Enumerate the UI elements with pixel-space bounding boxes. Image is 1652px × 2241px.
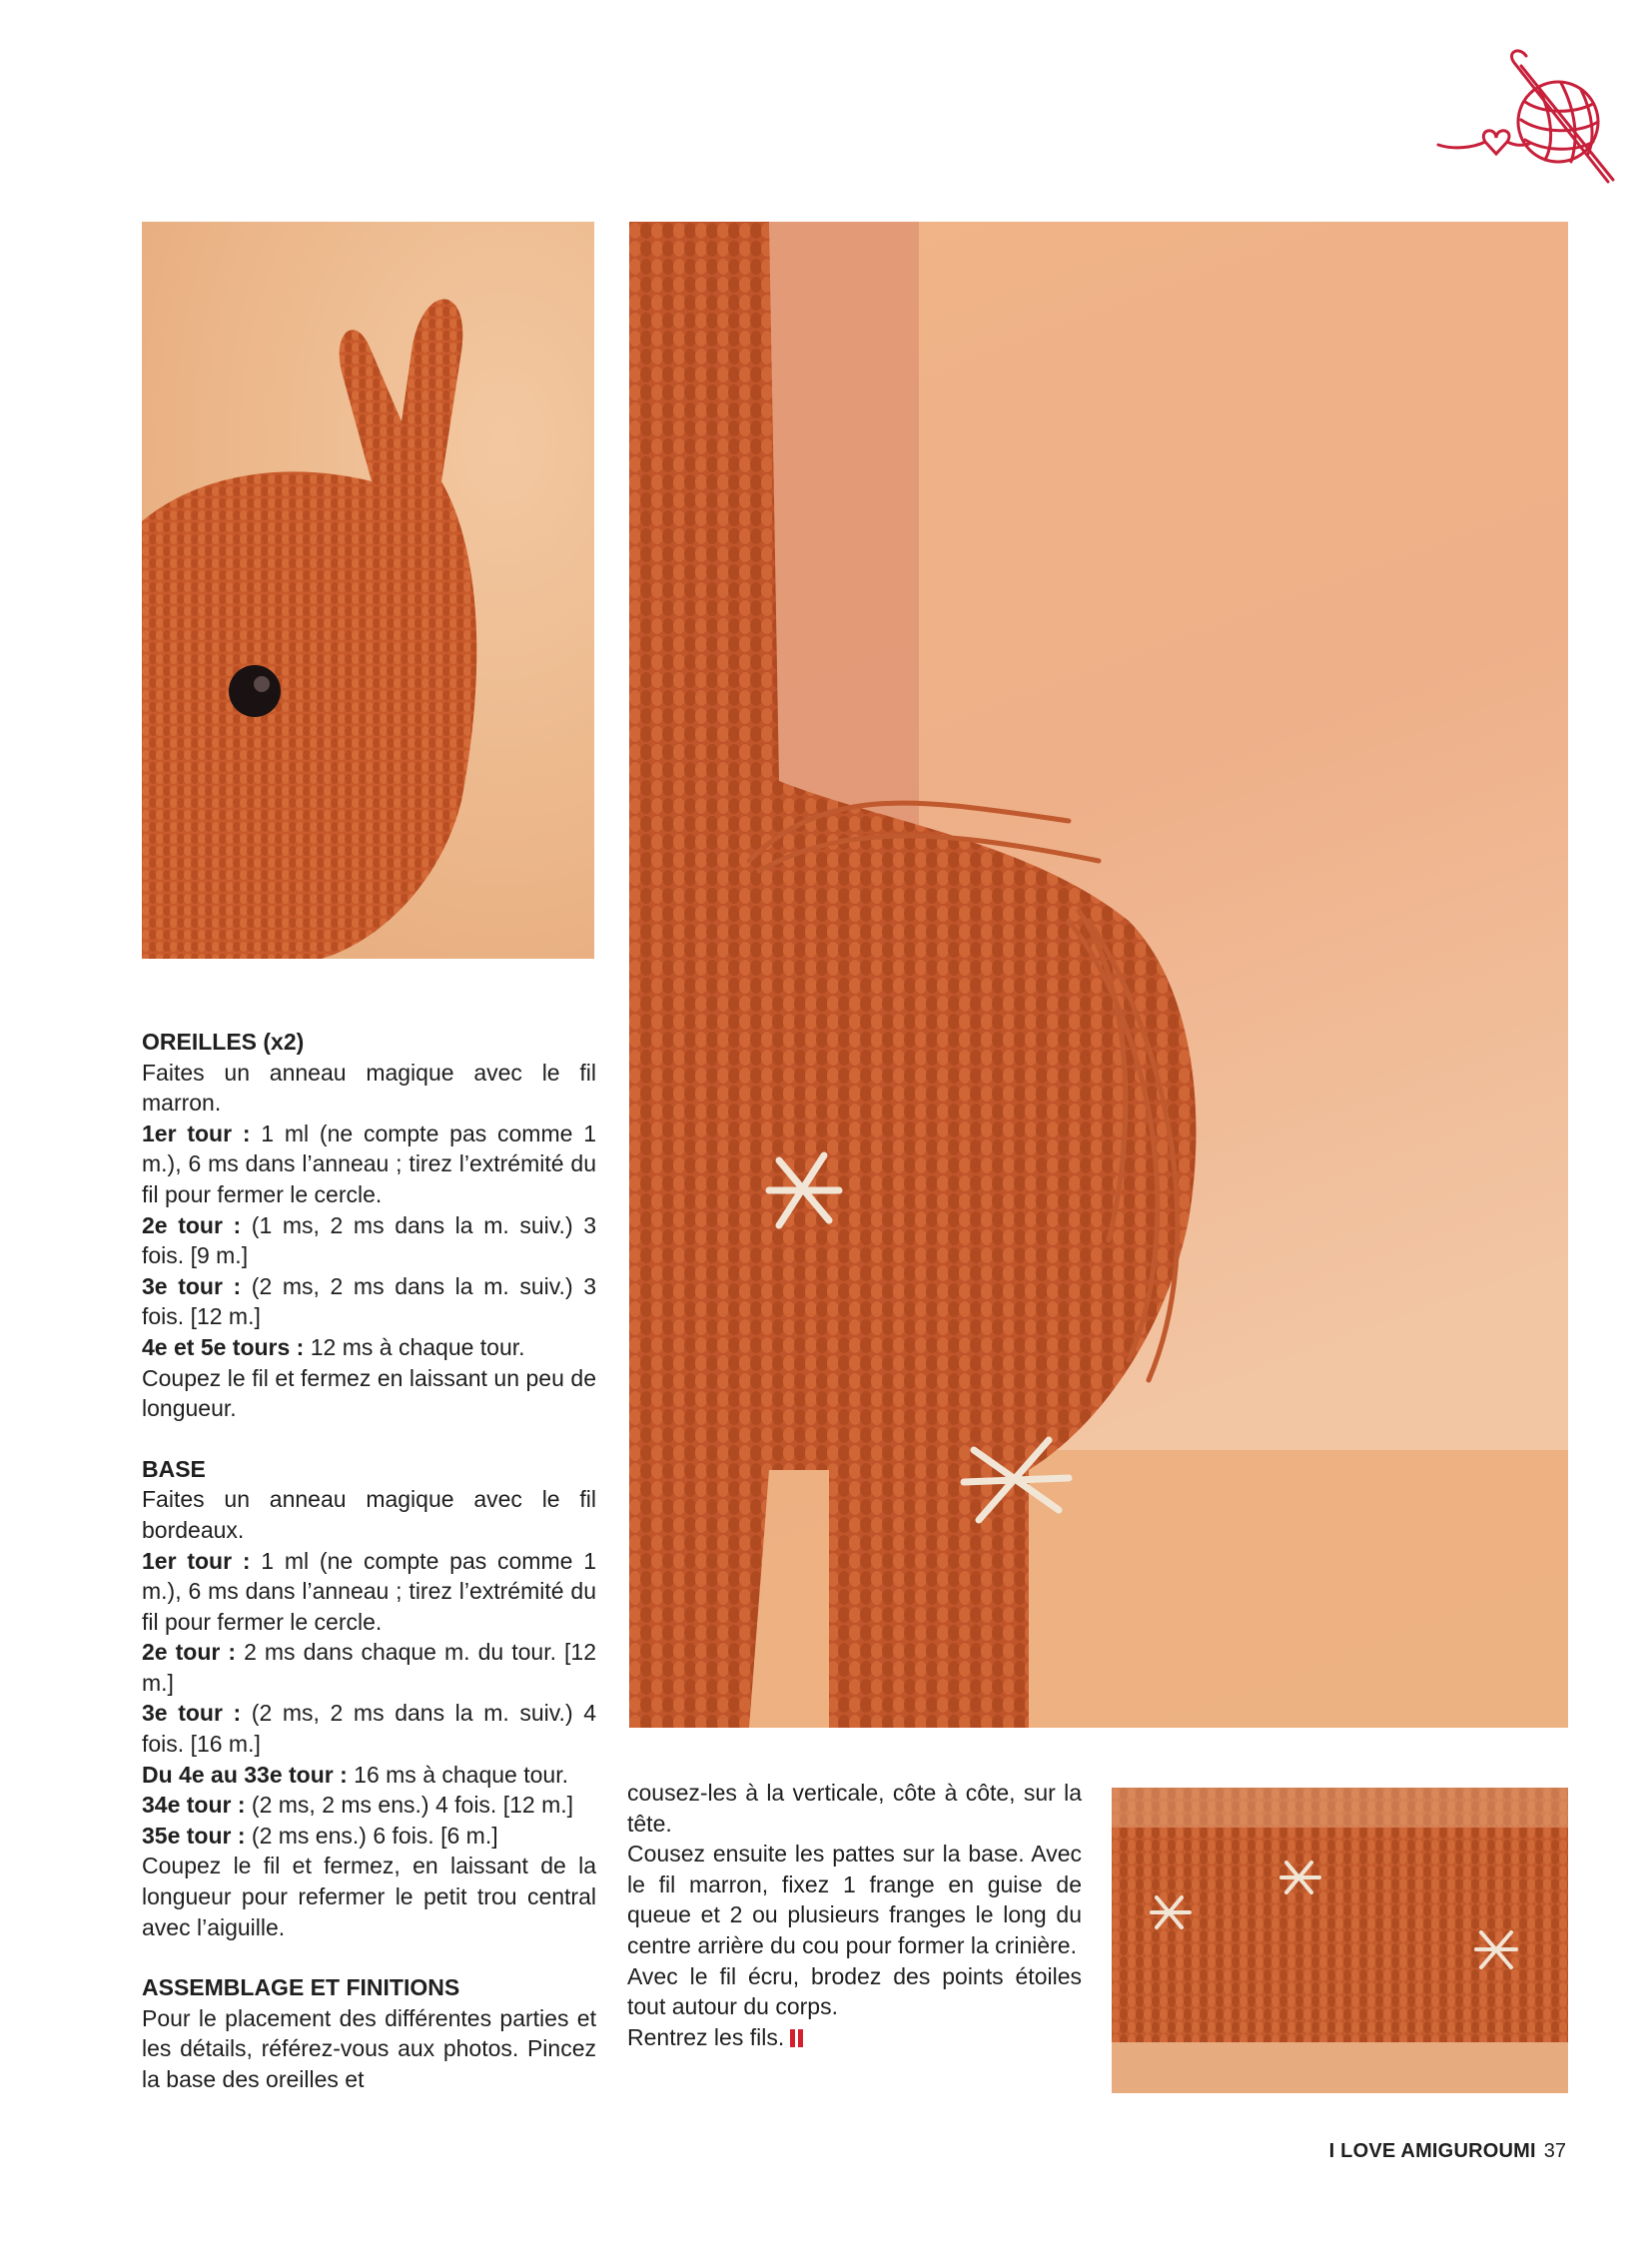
yarn-ball-logo-icon (1433, 42, 1623, 192)
crocheted-horse-body-mane-photo (629, 222, 1568, 1728)
assemblage-paragraph-4: Rentrez les fils. (627, 2022, 1082, 2053)
base-outro: Coupez le fil et fermez, en laissant de la longueur pour refermer le petit trou central avec l’aiguille. (142, 1853, 596, 1940)
oreilles-row-4: 4e et 5e tours : 12 ms à chaque tour. (142, 1333, 525, 1360)
instructions-left-column (142, 1027, 596, 2095)
page-footer (1329, 2140, 1566, 2163)
base-row-4: Du 4e au 33e tour : 16 ms à chaque tour. (142, 1761, 568, 1788)
base-intro: Faites un anneau magique avec le fil bordeaux. (142, 1486, 596, 1543)
oreilles-row-1: 1er tour : 1 ml (ne compte pas comme 1 m.), 6 ms dans l’anneau ; tirez l’extrémité du fil pour fermer le cercle. (142, 1120, 597, 1207)
crocheted-horse-head-photo (142, 222, 594, 959)
assemblage-paragraph-2: Cousez ensuite les pattes sur la base. Avec le fil marron, fixez 1 frange en guise de queue et 2 ou plusieurs franges le long du centre arrière du cou pour former la crinière. (627, 1841, 1082, 1958)
oreilles-row-3: 3e tour : (2 ms, 2 ms dans la m. suiv.) 3 fois. [12 m.] (142, 1272, 597, 1330)
instructions-middle-column (627, 1778, 1082, 2052)
oreilles-outro: Coupez le fil et fermez en laissant un peu de longueur. (142, 1364, 596, 1422)
base-row-6: 35e tour : (2 ms ens.) 6 fois. [6 m.] (142, 1822, 498, 1849)
assemblage-paragraph-1: Pour le placement des différentes parties et les détails, référez-vous aux photos. Pincez la base des oreilles et (142, 2004, 596, 2092)
section-title-base: BASE (142, 1455, 206, 1482)
end-of-article-mark-icon (790, 2029, 795, 2047)
oreilles-intro: Faites un anneau magique avec le fil marron. (142, 1059, 596, 1117)
crocheted-horse-stars-detail-photo (1112, 1788, 1568, 2093)
base-row-5: 34e tour : (2 ms, 2 ms ens.) 4 fois. [12 m.] (142, 1792, 574, 1819)
base-row-1: 1er tour : 1 ml (ne compte pas comme 1 m.), 6 ms dans l’anneau ; tirez l’extrémité du fil pour fermer le cercle. (142, 1547, 597, 1635)
base-row-3: 3e tour : (2 ms, 2 ms dans la m. suiv.) 4 fois. [16 m.] (142, 1700, 597, 1758)
assemblage-paragraph-3: Avec le fil écru, brodez des points étoiles tout autour du corps. (627, 1962, 1082, 2020)
section-title-assemblage: ASSEMBLAGE ET FINITIONS (142, 1974, 460, 2001)
oreilles-row-2: 2e tour : (1 ms, 2 ms dans la m. suiv.) 3 fois. [9 m.] (142, 1211, 597, 1269)
section-title-oreilles: OREILLES (x2) (142, 1029, 305, 1055)
base-row-2: 2e tour : 2 ms dans chaque m. du tour. [12 m.] (142, 1639, 596, 1696)
magazine-name: I LOVE AMIGUROUMI (1328, 2140, 1536, 2162)
assemblage-paragraph-1-continued: cousez-les à la verticale, côte à côte, sur la tête. (627, 1780, 1082, 1837)
page-number: 37 (1543, 2140, 1566, 2162)
